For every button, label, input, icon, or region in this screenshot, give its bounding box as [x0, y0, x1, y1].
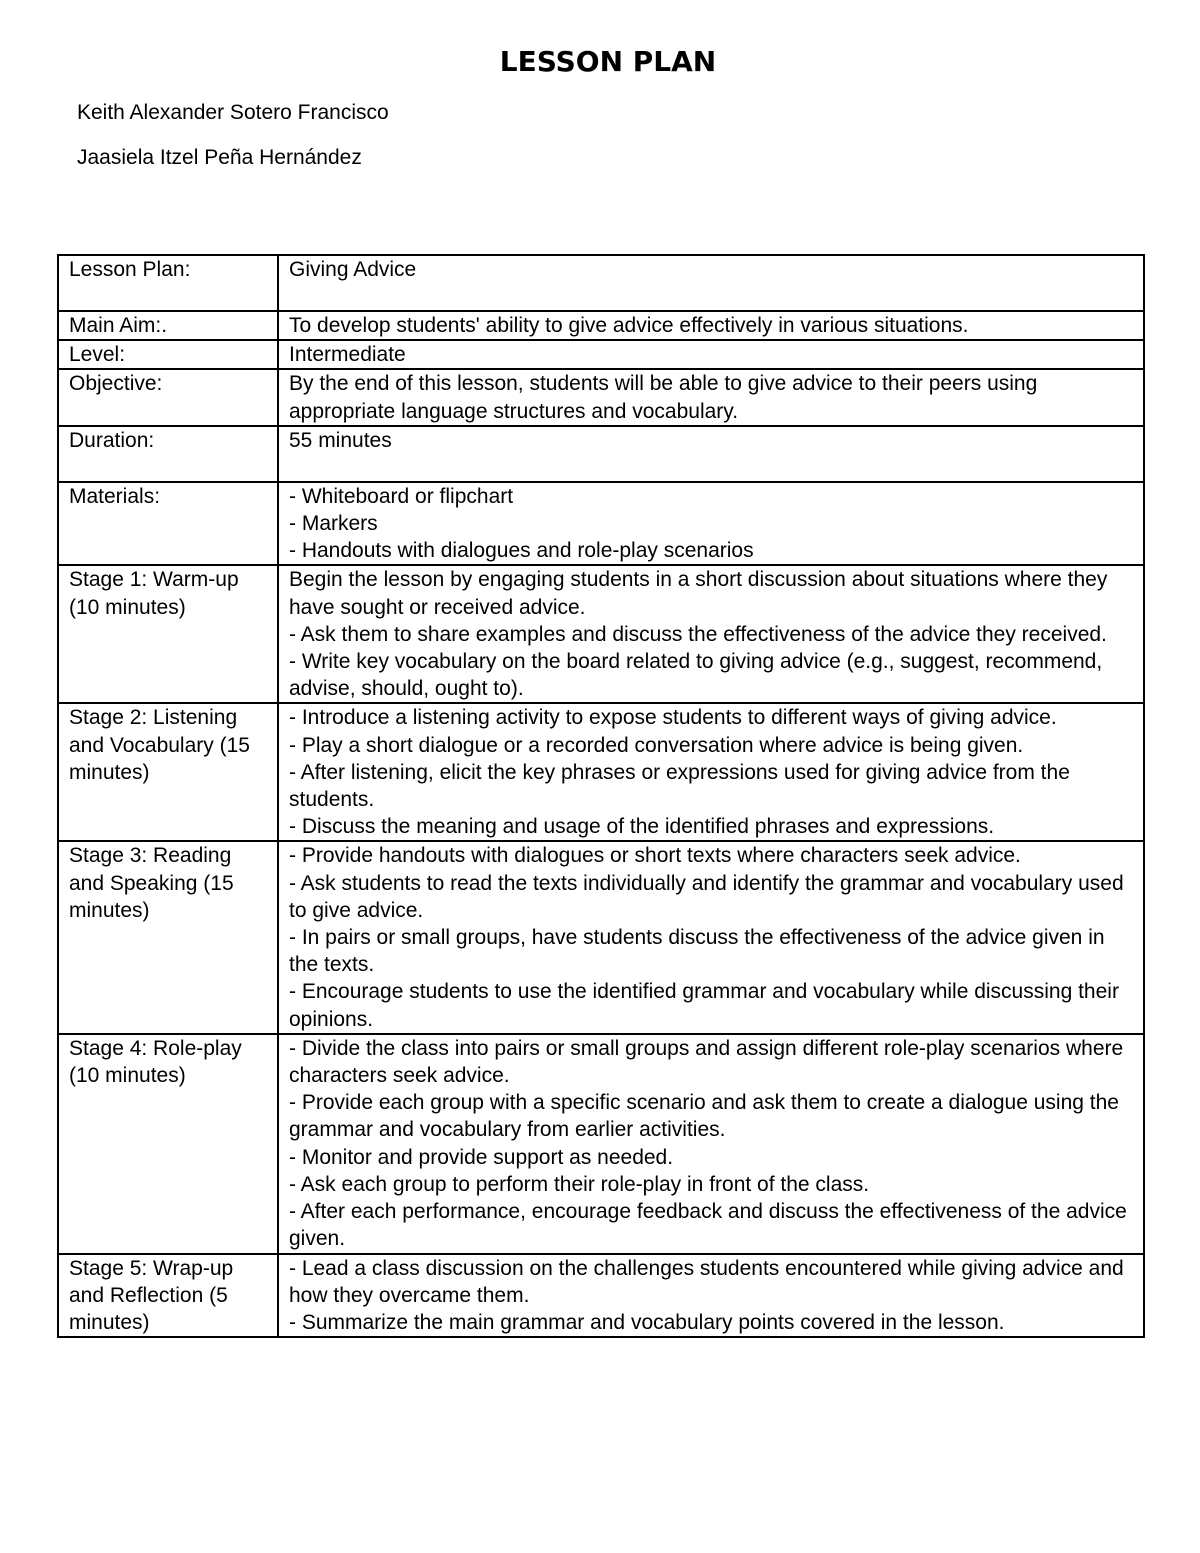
content-line: - Provide handouts with dialogues or short texts where characters seek advice.: [289, 844, 1021, 868]
table-row: [58, 369, 1144, 425]
content-line: - Ask students to read the texts individually and identify the grammar and vocabulary used to give advice.: [289, 871, 1124, 922]
row-content: [278, 340, 1144, 369]
content-line: - Lead a class discussion on the challenges students encountered while giving advice and how they overcame them.: [289, 1256, 1124, 1307]
content-line: - Divide the class into pairs or small groups and assign different role-play scenarios where characters seek advice.: [289, 1036, 1124, 1088]
row-label: Stage 4: Role-play (10 minutes): [58, 1034, 278, 1254]
content-line: - Introduce a listening activity to expose students to different ways of giving advice.: [289, 706, 1057, 730]
content-line: - Ask each group to perform their role-play in front of the class.: [289, 1172, 870, 1196]
row-label: Duration:: [58, 426, 278, 482]
content-line: - After each performance, encourage feedback and discuss the effectiveness of the advice given.: [289, 1200, 1127, 1251]
row-content: [278, 1254, 1144, 1338]
content-line: - In pairs or small groups, have students discuss the effectiveness of the advice given in the texts.: [289, 926, 1105, 977]
author-name: Jaasiela Itzel Peña Hernández: [77, 146, 362, 169]
content-line: - Whiteboard or flipchart: [289, 484, 514, 508]
row-label: Stage 5: Wrap-up and Reflection (5 minutes): [58, 1254, 278, 1338]
content-line: - Provide each group with a specific scenario and ask them to create a dialogue using the grammar and vocabulary from earlier activities.: [289, 1091, 1119, 1142]
table-row: [58, 841, 1144, 1033]
table-row: [58, 426, 1144, 482]
row-content: [278, 426, 1144, 482]
table-row: [58, 1034, 1144, 1254]
content-line: Giving Advice: [289, 258, 417, 281]
lesson-plan-table: [57, 254, 1145, 1338]
table-row: [58, 255, 1144, 311]
content-line: - Ask them to share examples and discuss the effectiveness of the advice they received.: [289, 622, 1107, 646]
table-row: [58, 311, 1144, 340]
content-line: - Markers: [289, 512, 378, 536]
table-row: [58, 482, 1144, 566]
row-content: [278, 565, 1144, 703]
content-line: - After listening, elicit the key phrases or expressions used for giving advice from the students.: [289, 760, 1070, 812]
row-content: [278, 841, 1144, 1033]
content-line: - Summarize the main grammar and vocabulary points covered in the lesson.: [289, 1310, 1005, 1334]
row-label: Stage 3: Reading and Speaking (15 minutes): [58, 841, 278, 1033]
row-content: [278, 703, 1144, 841]
row-content: [278, 311, 1144, 340]
page-title: LESSON PLAN: [499, 45, 717, 78]
row-content: [278, 482, 1144, 566]
content-line: - Handouts with dialogues and role-play scenarios: [289, 539, 754, 563]
row-content: [278, 369, 1144, 425]
row-label: Objective:: [58, 369, 278, 425]
content-line: Begin the lesson by engaging students in a short discussion about situations where they have sought or received advice.: [289, 568, 1108, 619]
row-label: Stage 1: Warm-up (10 minutes): [58, 565, 278, 703]
row-content: [278, 1034, 1144, 1254]
author-name: Keith Alexander Sotero Francisco: [77, 101, 389, 124]
row-label: Main Aim:.: [58, 311, 278, 340]
content-line: - Play a short dialogue or a recorded conversation where advice is being given.: [289, 733, 1024, 757]
content-line: - Discuss the meaning and usage of the identified phrases and expressions.: [289, 815, 995, 839]
content-line: 55 minutes: [289, 428, 392, 452]
row-label: Materials:: [58, 482, 278, 566]
row-content: [278, 255, 1144, 311]
table-row: [58, 703, 1144, 841]
table-row: [58, 565, 1144, 703]
content-line: - Encourage students to use the identified grammar and vocabulary while discussing their opinions.: [289, 980, 1119, 1031]
table-row: [58, 340, 1144, 369]
table-row: [58, 1254, 1144, 1338]
row-label: Lesson Plan:: [58, 255, 278, 311]
content-line: - Write key vocabulary on the board related to giving advice (e.g., suggest, recommend, advise, should, ought to).: [289, 650, 1103, 701]
row-label: Level:: [58, 340, 278, 369]
content-line: By the end of this lesson, students will be able to give advice to their peers using appropriate language structures and vocabulary.: [289, 372, 1038, 423]
row-label: Stage 2: Listening and Vocabulary (15 minutes): [58, 703, 278, 841]
content-line: Intermediate: [289, 343, 406, 367]
content-line: - Monitor and provide support as needed.: [289, 1145, 674, 1169]
content-line: To develop students' ability to give advice effectively in various situations.: [289, 314, 969, 337]
